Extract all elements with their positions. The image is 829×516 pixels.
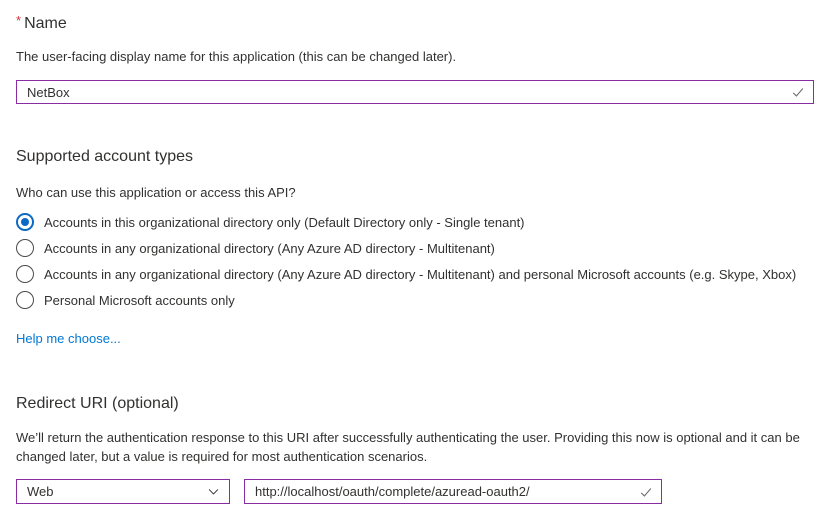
name-field-hint: The user-facing display name for this application (this can be changed later). — [16, 49, 457, 64]
radio-button-icon[interactable] — [16, 213, 34, 231]
redirect-uri-description: We’ll return the authentication response to this URI after successfully authenticating the user. Providing this now is optional and it can be changed later, but a value is required for most authentication scenarios. — [16, 430, 800, 464]
account-type-option[interactable] — [16, 287, 813, 313]
supported-account-types-section — [16, 146, 813, 348]
chevron-down-icon — [207, 485, 220, 498]
supported-account-types-heading: Supported account types — [16, 148, 194, 165]
account-type-radio-group — [16, 209, 813, 313]
redirect-uri-input-container — [244, 479, 662, 504]
redirect-uri-heading: Redirect URI (optional) — [16, 395, 179, 412]
redirect-uri-controls — [16, 479, 813, 504]
required-asterisk: * — [16, 13, 22, 28]
platform-select-value: Web — [27, 484, 54, 499]
name-label-text: Name — [24, 15, 67, 32]
radio-button-icon[interactable] — [16, 239, 34, 257]
name-field-label — [16, 10, 813, 35]
account-types-question: Who can use this application or access this API? — [16, 185, 296, 200]
account-type-option-label: Accounts in any organizational directory (Any Azure AD directory - Multitenant) and personal Microsoft accounts (e.g. Skype, Xbox) — [44, 266, 797, 282]
account-type-option-label: Accounts in this organizational directory only (Default Directory only - Single tenant) — [44, 214, 525, 230]
account-type-option-label: Personal Microsoft accounts only — [44, 292, 235, 308]
help-me-choose-link[interactable]: Help me choose... — [16, 331, 121, 346]
account-type-option-label: Accounts in any organizational directory (Any Azure AD directory - Multitenant) — [44, 240, 495, 256]
redirect-uri-section — [16, 393, 813, 504]
name-input-container — [16, 80, 814, 104]
name-input[interactable] — [17, 81, 813, 103]
radio-button-icon[interactable] — [16, 291, 34, 309]
platform-select[interactable] — [16, 479, 230, 504]
account-type-option[interactable] — [16, 209, 813, 235]
redirect-uri-input[interactable] — [245, 480, 661, 503]
radio-button-icon[interactable] — [16, 265, 34, 283]
account-type-option[interactable] — [16, 261, 813, 287]
account-type-option[interactable] — [16, 235, 813, 261]
